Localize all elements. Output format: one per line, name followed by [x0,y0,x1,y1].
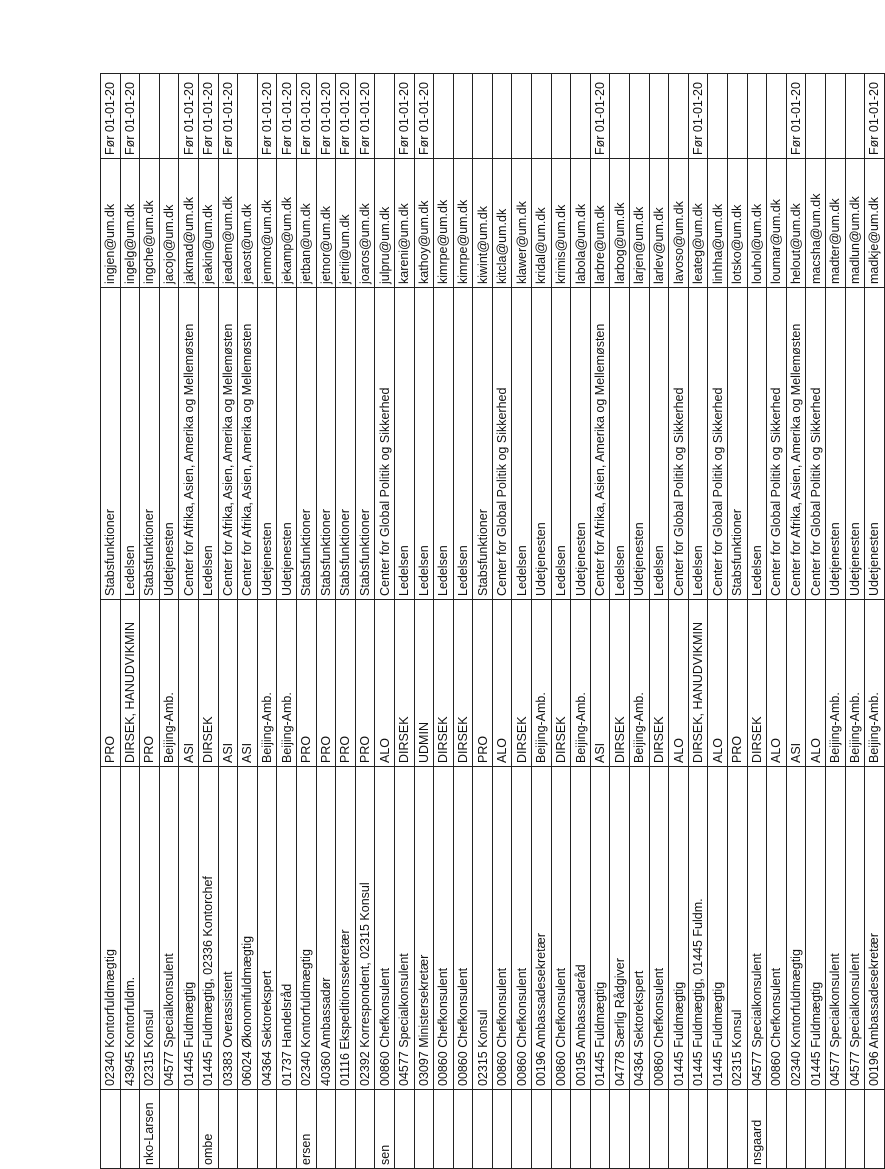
date-cell: Før 01-01-20 [336,74,356,159]
name-cell [512,1090,532,1169]
date-cell [551,74,571,159]
name-cell: nsgaard [747,1090,767,1169]
position-cell: 43945 Kontorfuldm. [120,767,140,1090]
email-cell: kimrpe@um.dk [434,159,454,288]
name-cell [806,1090,826,1169]
center-cell: Center for Global Politik og Sikkerhed [492,288,512,600]
table-row [845,74,865,1169]
name-cell [355,1090,375,1169]
date-cell: Før 01-01-20 [316,74,336,159]
position-cell: 02315 Konsul [473,767,493,1090]
email-cell: kimrpe@um.dk [453,159,473,288]
name-cell [336,1090,356,1169]
date-cell: Før 01-01-20 [218,74,238,159]
unit-cell: DIRSEK [649,600,669,767]
unit-cell: Beijing-Amb. [845,600,865,767]
name-cell [532,1090,552,1169]
position-cell: 02340 Kontorfuldmægtig [296,767,316,1090]
unit-cell: Beijing-Amb. [532,600,552,767]
email-cell: madter@um.dk [825,159,845,288]
table-row [767,74,787,1169]
name-cell [218,1090,238,1169]
email-cell: joaros@um.dk [355,159,375,288]
position-cell: 04577 Specialkonsulent [845,767,865,1090]
unit-cell: PRO [355,600,375,767]
center-cell: Ledelsen [453,288,473,600]
position-cell: 00860 Chefkonsulent [649,767,669,1090]
unit-cell: DIRSEK [551,600,571,767]
name-cell [101,1090,121,1169]
position-cell: 01445 Fuldmægtig [806,767,826,1090]
center-cell: Ledelsen [512,288,532,600]
email-cell: kiwint@um.dk [473,159,493,288]
center-cell: Ledelsen [747,288,767,600]
name-cell [786,1090,806,1169]
table-row [649,74,669,1169]
center-cell: Ledelsen [120,288,140,600]
email-cell: larlev@um.dk [649,159,669,288]
unit-cell: Beijing-Amb. [277,600,297,767]
table-row [728,74,748,1169]
date-cell [159,74,179,159]
unit-cell: Beijing-Amb. [571,600,591,767]
center-cell: Stabsfunktioner [473,288,493,600]
date-cell [453,74,473,159]
date-cell [669,74,689,159]
center-cell: Udetjenesten [257,288,277,600]
name-cell: sen [375,1090,395,1169]
unit-cell: PRO [728,600,748,767]
email-cell: louhol@um.dk [747,159,767,288]
table-row [453,74,473,1169]
position-cell: 01445 Fuldmægtig, 01445 Fuldm. [688,767,708,1090]
unit-cell: ALO [806,600,826,767]
position-cell: 00860 Chefkonsulent [453,767,473,1090]
center-cell: Udetjenesten [571,288,591,600]
name-cell: ombe [198,1090,218,1169]
table-row [669,74,689,1169]
table-row [296,74,316,1169]
position-cell: 01445 Fuldmægtig [669,767,689,1090]
table-row [238,74,258,1169]
name-cell [767,1090,787,1169]
table-row [571,74,591,1169]
email-cell: jetrii@um.dk [336,159,356,288]
position-cell: 04364 Sektorekspert [257,767,277,1090]
table-row [825,74,845,1169]
center-cell: Stabsfunktioner [355,288,375,600]
date-cell [238,74,258,159]
email-cell: kridal@um.dk [532,159,552,288]
table-row [473,74,493,1169]
center-cell: Center for Afrika, Asien, Amerika og Mellemøsten [590,288,610,600]
unit-cell: ASI [786,600,806,767]
center-cell: Udetjenesten [532,288,552,600]
table-row [551,74,571,1169]
table-row [375,74,395,1169]
center-cell: Ledelsen [551,288,571,600]
email-cell: larbre@um.dk [590,159,610,288]
table-row [434,74,454,1169]
table-row [159,74,179,1169]
position-cell: 01737 Handelsråd [277,767,297,1090]
table-row [140,74,160,1169]
unit-cell: ASI [590,600,610,767]
unit-cell: Beijing-Amb. [825,600,845,767]
unit-cell: DIRSEK, HANUDVIKMIN [688,600,708,767]
unit-cell: PRO [140,600,160,767]
name-cell [453,1090,473,1169]
position-cell: 01445 Fuldmægtig [708,767,728,1090]
email-cell: klawer@um.dk [512,159,532,288]
table-row [179,74,199,1169]
date-cell [767,74,787,159]
center-cell: Center for Afrika, Asien, Amerika og Mellemøsten [218,288,238,600]
center-cell: Ledelsen [198,288,218,600]
position-cell: 02340 Kontorfuldmægtig [101,767,121,1090]
name-cell: nko-Larsen [140,1090,160,1169]
email-cell: larbog@um.dk [610,159,630,288]
unit-cell: DIRSEK [747,600,767,767]
email-cell: ingjen@um.dk [101,159,121,288]
email-cell: labola@um.dk [571,159,591,288]
unit-cell: ASI [218,600,238,767]
position-cell: 00860 Chefkonsulent [512,767,532,1090]
unit-cell: DIRSEK, HANUDVIKMIN [120,600,140,767]
date-cell [532,74,552,159]
date-cell: Før 01-01-20 [277,74,297,159]
name-cell [434,1090,454,1169]
date-cell: Før 01-01-20 [394,74,414,159]
position-cell: 04778 Særlig Rådgiver [610,767,630,1090]
center-cell: Ledelsen [649,288,669,600]
table-row [786,74,806,1169]
name-cell [492,1090,512,1169]
email-cell: ingche@um.dk [140,159,160,288]
staff-table [100,73,885,1169]
name-cell [159,1090,179,1169]
email-cell: krimis@um.dk [551,159,571,288]
date-cell: Før 01-01-20 [179,74,199,159]
position-cell: 01116 Ekspeditionssekretær [336,767,356,1090]
email-cell: jetnor@um.dk [316,159,336,288]
table-row [708,74,728,1169]
position-cell: 00196 Ambassadesekretær [865,767,885,1090]
name-cell [394,1090,414,1169]
center-cell: Center for Global Politik og Sikkerhed [375,288,395,600]
email-cell: jakmad@um.dk [179,159,199,288]
table-row [120,74,140,1169]
table-row [316,74,336,1169]
position-cell: 00860 Chefkonsulent [434,767,454,1090]
unit-cell: PRO [316,600,336,767]
unit-cell: Beijing-Amb. [865,600,885,767]
email-cell: kitcla@um.dk [492,159,512,288]
position-cell: 04577 Specialkonsulent [394,767,414,1090]
center-cell: Ledelsen [394,288,414,600]
table-row [806,74,826,1169]
position-cell: 00860 Chefkonsulent [492,767,512,1090]
table-row [394,74,414,1169]
position-cell: 04577 Specialkonsulent [747,767,767,1090]
unit-cell: ALO [492,600,512,767]
center-cell: Ledelsen [610,288,630,600]
position-cell: 02315 Konsul [728,767,748,1090]
email-cell: jeadem@um.dk [218,159,238,288]
email-cell: jekamp@um.dk [277,159,297,288]
center-cell: Stabsfunktioner [101,288,121,600]
date-cell [512,74,532,159]
name-cell [590,1090,610,1169]
email-cell: helout@um.dk [786,159,806,288]
unit-cell: DIRSEK [198,600,218,767]
unit-cell: ALO [767,600,787,767]
date-cell [571,74,591,159]
name-cell [238,1090,258,1169]
email-cell: leateg@um.dk [688,159,708,288]
name-cell [610,1090,630,1169]
position-cell: 40360 Ambassadør [316,767,336,1090]
position-cell: 04364 Sektorekspert [630,767,650,1090]
name-cell [649,1090,669,1169]
unit-cell: ASI [238,600,258,767]
email-cell: jeakin@um.dk [198,159,218,288]
date-cell: Før 01-01-20 [101,74,121,159]
date-cell [806,74,826,159]
date-cell: Før 01-01-20 [865,74,885,159]
unit-cell: Beijing-Amb. [159,600,179,767]
table-row [590,74,610,1169]
date-cell [708,74,728,159]
center-cell: Center for Afrika, Asien, Amerika og Mellemøsten [786,288,806,600]
center-cell: Udetjenesten [159,288,179,600]
name-cell [316,1090,336,1169]
position-cell: 00196 Ambassadesekretær [532,767,552,1090]
unit-cell: DIRSEK [394,600,414,767]
date-cell: Før 01-01-20 [786,74,806,159]
unit-cell: ALO [708,600,728,767]
date-cell: Før 01-01-20 [355,74,375,159]
position-cell: 00860 Chefkonsulent [551,767,571,1090]
table-row [630,74,650,1169]
unit-cell: UDMIN [414,600,434,767]
center-cell: Udetjenesten [865,288,885,600]
email-cell: jeaost@um.dk [238,159,258,288]
unit-cell: ASI [179,600,199,767]
unit-cell: PRO [336,600,356,767]
position-cell: 03097 Ministersekretær [414,767,434,1090]
date-cell [747,74,767,159]
position-cell: 01445 Fuldmægtig [590,767,610,1090]
center-cell: Stabsfunktioner [316,288,336,600]
email-cell: jenmot@um.dk [257,159,277,288]
center-cell: Ledelsen [414,288,434,600]
name-cell [277,1090,297,1169]
table-row [355,74,375,1169]
date-cell [434,74,454,159]
table-row [257,74,277,1169]
unit-cell: Beijing-Amb. [257,600,277,767]
email-cell: jacojo@um.dk [159,159,179,288]
center-cell: Stabsfunktioner [728,288,748,600]
position-cell: 00860 Chefkonsulent [375,767,395,1090]
email-cell: larjen@um.dk [630,159,650,288]
center-cell: Ledelsen [434,288,454,600]
center-cell: Udetjenesten [825,288,845,600]
center-cell: Center for Global Politik og Sikkerhed [669,288,689,600]
name-cell [708,1090,728,1169]
position-cell: 01445 Fuldmægtig [179,767,199,1090]
table-row [218,74,238,1169]
center-cell: Center for Global Politik og Sikkerhed [708,288,728,600]
unit-cell: DIRSEK [434,600,454,767]
position-cell: 02340 Kontorfuldmægtig [786,767,806,1090]
name-cell [669,1090,689,1169]
date-cell: Før 01-01-20 [120,74,140,159]
email-cell: macsha@um.dk [806,159,826,288]
position-cell: 02315 Konsul [140,767,160,1090]
name-cell [414,1090,434,1169]
position-cell: 01445 Fuldmægtig, 02336 Kontorchef [198,767,218,1090]
staff-table-body [101,74,885,1169]
email-cell: ingelg@um.dk [120,159,140,288]
name-cell [630,1090,650,1169]
date-cell [140,74,160,159]
position-cell: 04577 Specialkonsulent [825,767,845,1090]
date-cell [845,74,865,159]
table-row [414,74,434,1169]
email-cell: kathoy@um.dk [414,159,434,288]
date-cell [610,74,630,159]
email-cell: madlun@um.dk [845,159,865,288]
center-cell: Center for Global Politik og Sikkerhed [806,288,826,600]
table-row [610,74,630,1169]
table-row [101,74,121,1169]
name-cell [728,1090,748,1169]
unit-cell: Beijing-Amb. [630,600,650,767]
table-row [512,74,532,1169]
email-cell: linhha@um.dk [708,159,728,288]
email-cell: jetban@um.dk [296,159,316,288]
email-cell: lavoso@um.dk [669,159,689,288]
date-cell [825,74,845,159]
date-cell [649,74,669,159]
email-cell: lotsko@um.dk [728,159,748,288]
position-cell: 03383 Overassistent [218,767,238,1090]
unit-cell: DIRSEK [610,600,630,767]
name-cell [551,1090,571,1169]
table-row [747,74,767,1169]
name-cell [120,1090,140,1169]
position-cell: 00860 Chefkonsulent [767,767,787,1090]
name-cell [257,1090,277,1169]
center-cell: Center for Global Politik og Sikkerhed [767,288,787,600]
date-cell [728,74,748,159]
center-cell: Udetjenesten [630,288,650,600]
table-row [532,74,552,1169]
date-cell: Før 01-01-20 [688,74,708,159]
table-row [277,74,297,1169]
table-row [865,74,885,1169]
email-cell: julpru@um.dk [375,159,395,288]
position-cell: 04577 Specialkonsulent [159,767,179,1090]
position-cell: 00195 Ambassaderåd [571,767,591,1090]
name-cell [473,1090,493,1169]
table-row [492,74,512,1169]
center-cell: Ledelsen [688,288,708,600]
center-cell: Center for Afrika, Asien, Amerika og Mellemøsten [179,288,199,600]
email-cell: loumar@um.dk [767,159,787,288]
center-cell: Center for Afrika, Asien, Amerika og Mellemøsten [238,288,258,600]
center-cell: Udetjenesten [845,288,865,600]
name-cell: ersen [296,1090,316,1169]
date-cell: Før 01-01-20 [257,74,277,159]
name-cell [688,1090,708,1169]
unit-cell: DIRSEK [453,600,473,767]
date-cell [630,74,650,159]
date-cell [492,74,512,159]
date-cell: Før 01-01-20 [590,74,610,159]
name-cell [179,1090,199,1169]
unit-cell: DIRSEK [512,600,532,767]
unit-cell: ALO [375,600,395,767]
date-cell [473,74,493,159]
position-cell: 02392 Korrespondent, 02315 Konsul [355,767,375,1090]
name-cell [865,1090,885,1169]
name-cell [571,1090,591,1169]
email-cell: kareni@um.dk [394,159,414,288]
date-cell: Før 01-01-20 [198,74,218,159]
date-cell: Før 01-01-20 [414,74,434,159]
name-cell [825,1090,845,1169]
center-cell: Stabsfunktioner [140,288,160,600]
position-cell: 06024 Økonomifuldmægtig [238,767,258,1090]
center-cell: Udetjenesten [277,288,297,600]
unit-cell: PRO [296,600,316,767]
table-row [336,74,356,1169]
email-cell: madkje@um.dk [865,159,885,288]
unit-cell: PRO [473,600,493,767]
name-cell [845,1090,865,1169]
center-cell: Stabsfunktioner [336,288,356,600]
unit-cell: ALO [669,600,689,767]
date-cell [375,74,395,159]
center-cell: Stabsfunktioner [296,288,316,600]
table-row [688,74,708,1169]
date-cell: Før 01-01-20 [296,74,316,159]
unit-cell: PRO [101,600,121,767]
table-row [198,74,218,1169]
